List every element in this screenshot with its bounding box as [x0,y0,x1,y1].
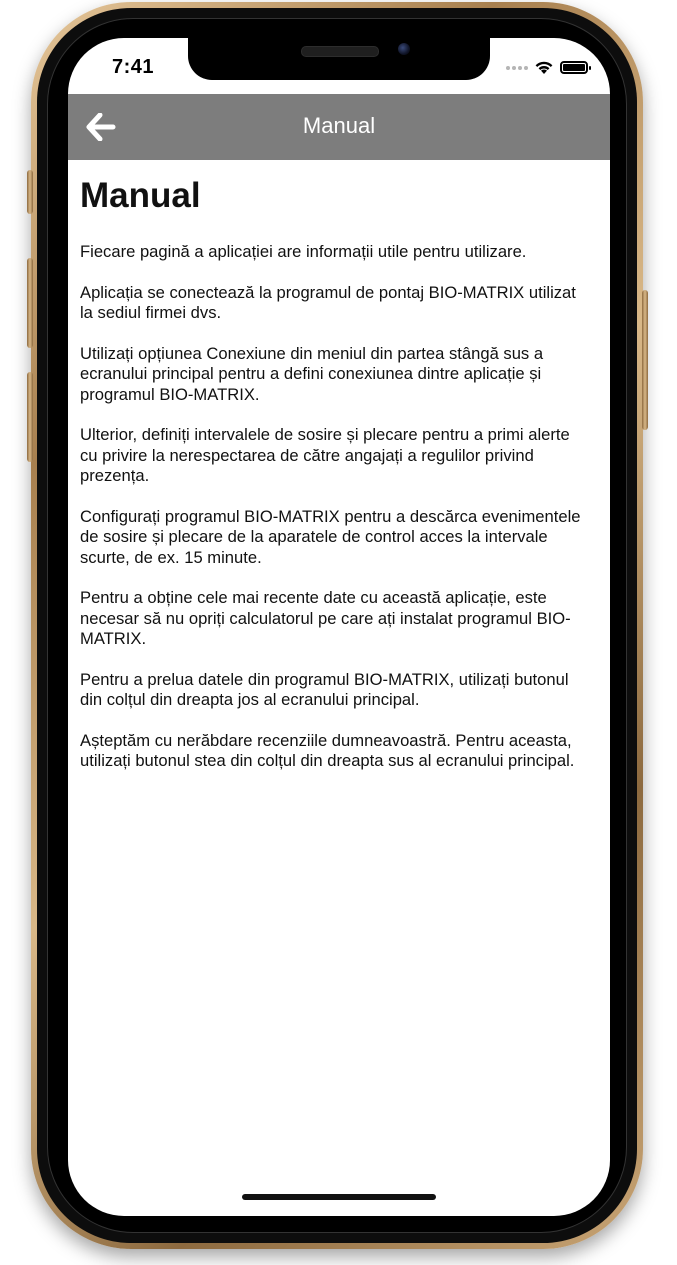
phone-screen [68,38,610,1216]
mute-switch [27,170,33,214]
battery-icon [560,61,588,74]
manual-paragraph: Configurați programul BIO-MATRIX pentru a descărca evenimentele de sosire și plecare de la aparatele de control acces la intervale scurte, de ex. 15 minute. [80,506,581,567]
manual-paragraph: Aplicația se conectează la programul de pontaj BIO-MATRIX utilizat la sediul firmei dvs. [80,282,576,322]
home-indicator[interactable] [242,1194,436,1200]
manual-paragraph: Pentru a prelua datele din programul BIO-MATRIX, utilizați butonul din colțul din dreapta jos al ecranului principal. [80,669,569,709]
status-indicators [506,60,588,75]
front-camera [398,43,410,55]
power-button [642,290,648,430]
speaker-grille [301,46,379,57]
status-time: 7:41 [112,56,155,78]
manual-paragraph: Fiecare pagină a aplicației are informații utile pentru utilizare. [80,242,527,261]
nav-title: Manual [302,113,376,138]
wifi-icon [534,60,554,75]
manual-paragraph: Ulterior, definiți intervalele de sosire și plecare pentru a primi alerte cu privire la nerespectarea de către angajați a regulilor privind prezența. [80,425,570,485]
cellular-signal-icon [506,66,528,70]
manual-paragraph: Așteptăm cu nerăbdare recenziile dumneavoastră. Pentru aceasta, utilizați butonul stea din colțul din dreapta sus al ecranului principal. [80,730,575,770]
manual-content [80,160,590,792]
volume-down-button [27,372,33,462]
notch [188,38,490,80]
page-title: Manual [80,176,201,215]
volume-up-button [27,258,33,348]
navigation-bar [68,94,610,160]
manual-paragraph: Pentru a obține cele mai recente date cu această aplicație, este necesar să nu opriți calculatorul pe care ați instalat programul BIO-MATRIX. [80,588,571,648]
manual-paragraph: Utilizați opțiunea Conexiune din meniul din partea stângă sus a ecranului principal pentru a defini conexiunea dintre aplicație și programul BIO-MATRIX. [80,343,544,404]
